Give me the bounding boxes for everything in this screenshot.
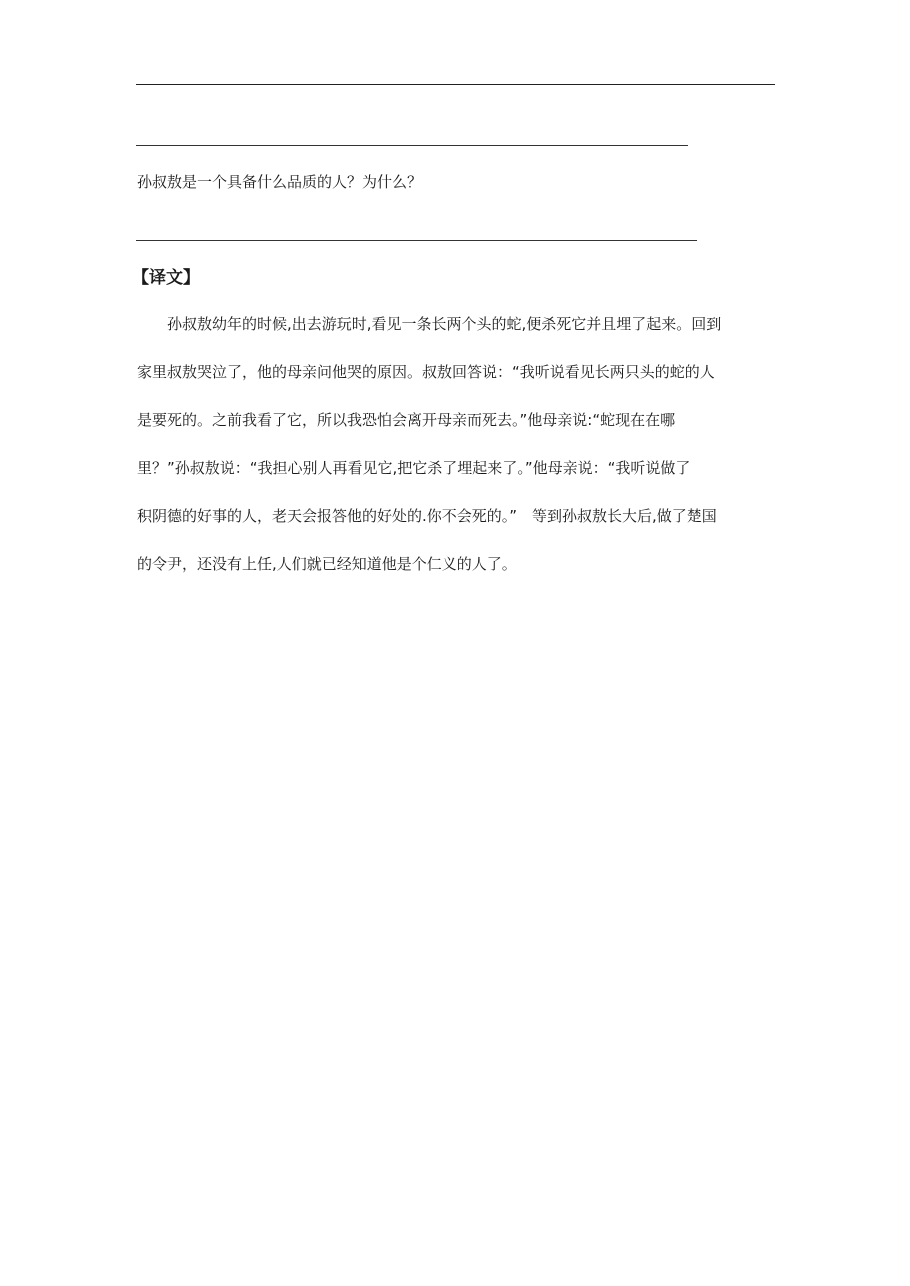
translation-line: 家里叔敖哭泣了，他的母亲问他哭的原因。叔敖回答说：“我听说看见长两只头的蛇的人 xyxy=(137,363,715,381)
translation-body xyxy=(137,314,777,602)
translation-line: 的令尹，还没有上任,人们就已经知道他是个仁义的人了。 xyxy=(137,555,517,573)
answer-line-1 xyxy=(136,145,688,146)
translation-line: 是要死的。之前我看了它，所以我恐怕会离开母亲而死去。”他母亲说:“蛇现在在哪 xyxy=(137,411,676,429)
translation-line: 里？”孙叔敖说：“我担心别人再看见它,把它杀了埋起来了。”他母亲说：“我听说做了 xyxy=(137,459,691,477)
translation-heading: 【译文】 xyxy=(132,268,200,288)
question-text: 孙叔敖是一个具备什么品质的人？为什么？ xyxy=(137,173,423,191)
header-rule xyxy=(136,84,775,85)
translation-line: 积阴德的好事的人，老天会报答他的好处的.你不会死的。” 等到孙叔敖长大后,做了楚国 xyxy=(137,507,717,525)
answer-line-2 xyxy=(136,240,697,241)
translation-line: 孙叔敖幼年的时候,出去游玩时,看见一条长两个头的蛇,便杀死它并且埋了起来。回到 xyxy=(137,315,722,333)
